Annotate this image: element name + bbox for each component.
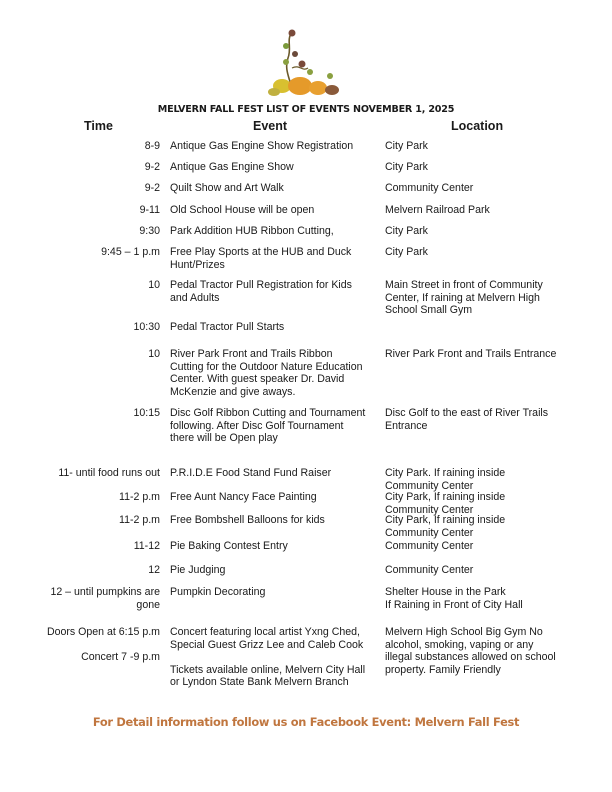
event-location: Community Center	[385, 182, 474, 194]
header-location: Location	[451, 119, 504, 133]
pumpkin-vine-illustration	[262, 28, 346, 98]
event-location: City Park	[385, 225, 428, 237]
event-time: 9:45 – 1 p.m	[101, 246, 160, 258]
event-location: Main Street in front of Community Center, If raining at Melvern High School Small Gym	[385, 279, 543, 317]
event-name: Park Addition HUB Ribbon Cutting,	[170, 225, 334, 237]
event-time: 9-2	[144, 182, 160, 194]
event-time: 9:30	[139, 225, 160, 237]
event-time: 10:15	[133, 407, 160, 419]
event-location: River Park Front and Trails Entrance	[385, 348, 557, 360]
event-name: Pedal Tractor Pull Starts	[170, 321, 285, 333]
event-location: Shelter House in the Park If Raining in Front of City Hall	[385, 586, 523, 611]
footer-note: For Detail information follow us on Facebook Event: Melvern Fall Fest	[92, 715, 520, 729]
event-time: 11- until food runs out	[58, 467, 160, 479]
event-location: Melvern High School Big Gym No alcohol, smoking, vaping or any illegal substances allowed on school property. Family Friendly	[385, 626, 556, 676]
event-time: 11-2 p.m	[118, 514, 160, 526]
event-location: City Park	[385, 140, 428, 152]
event-location: City Park	[385, 161, 428, 173]
event-name: Free Play Sports at the HUB and Duck Hunt/Prizes	[170, 246, 352, 271]
event-name: Quilt Show and Art Walk	[170, 182, 284, 194]
event-name: Pie Judging	[170, 564, 226, 576]
event-name: Free Aunt Nancy Face Painting	[170, 491, 317, 503]
event-name: River Park Front and Trails Ribbon Cutting for the Outdoor Nature Education Center. With guest speaker Dr. David McKenzie and give aways.	[170, 348, 363, 398]
event-time: 12	[148, 564, 160, 576]
event-location: City Park. If raining inside Community Center	[385, 467, 506, 492]
event-name: Disc Golf Ribbon Cutting and Tournament following. After Disc Golf Tournament there will be Open play	[170, 407, 366, 445]
event-time: 10	[148, 348, 160, 360]
event-name: Pie Baking Contest Entry	[170, 540, 288, 552]
event-time: 10	[148, 279, 160, 291]
event-time: 11-12	[133, 540, 160, 552]
event-name: Pedal Tractor Pull Registration for Kids and Adults	[170, 279, 352, 304]
event-time: 9-2	[144, 161, 160, 173]
event-name: Antique Gas Engine Show Registration	[170, 140, 354, 152]
event-name: Pumpkin Decorating	[170, 586, 266, 598]
event-time: Doors Open at 6:15 p.m Concert 7 -9 p.m	[46, 626, 160, 664]
event-location: City Park, If raining inside Community Center	[385, 491, 506, 516]
page-title: MELVERN FALL FEST LIST OF EVENTS NOVEMBER 1, 2025	[157, 104, 455, 115]
event-location: Community Center	[385, 564, 474, 576]
event-name: P.R.I.D.E Food Stand Fund Raiser	[170, 467, 332, 479]
event-time: 8-9	[144, 140, 160, 152]
event-location: Melvern Railroad Park	[385, 204, 490, 216]
event-name: Antique Gas Engine Show	[170, 161, 294, 173]
event-location: Disc Golf to the east of River Trails Entrance	[385, 407, 549, 432]
event-time: 12 – until pumpkins are gone	[50, 586, 160, 611]
event-time: 10:30	[133, 321, 160, 333]
event-location: City Park, If raining inside Community Center	[385, 514, 506, 539]
header-time: Time	[84, 119, 113, 133]
event-time: 11-2 p.m	[118, 491, 160, 503]
event-time: 9-11	[139, 204, 160, 216]
header-event: Event	[253, 119, 288, 133]
event-location: City Park	[385, 246, 428, 258]
event-name: Old School House will be open	[170, 204, 315, 216]
event-location: Community Center	[385, 540, 474, 552]
event-name: Concert featuring local artist Yxng Ched, Special Guest Grizz Lee and Caleb Cook Tickets available online, Melvern City Hall or Lyndon State Bank Melvern Branch	[170, 626, 366, 689]
event-name: Free Bombshell Balloons for kids	[170, 514, 325, 526]
